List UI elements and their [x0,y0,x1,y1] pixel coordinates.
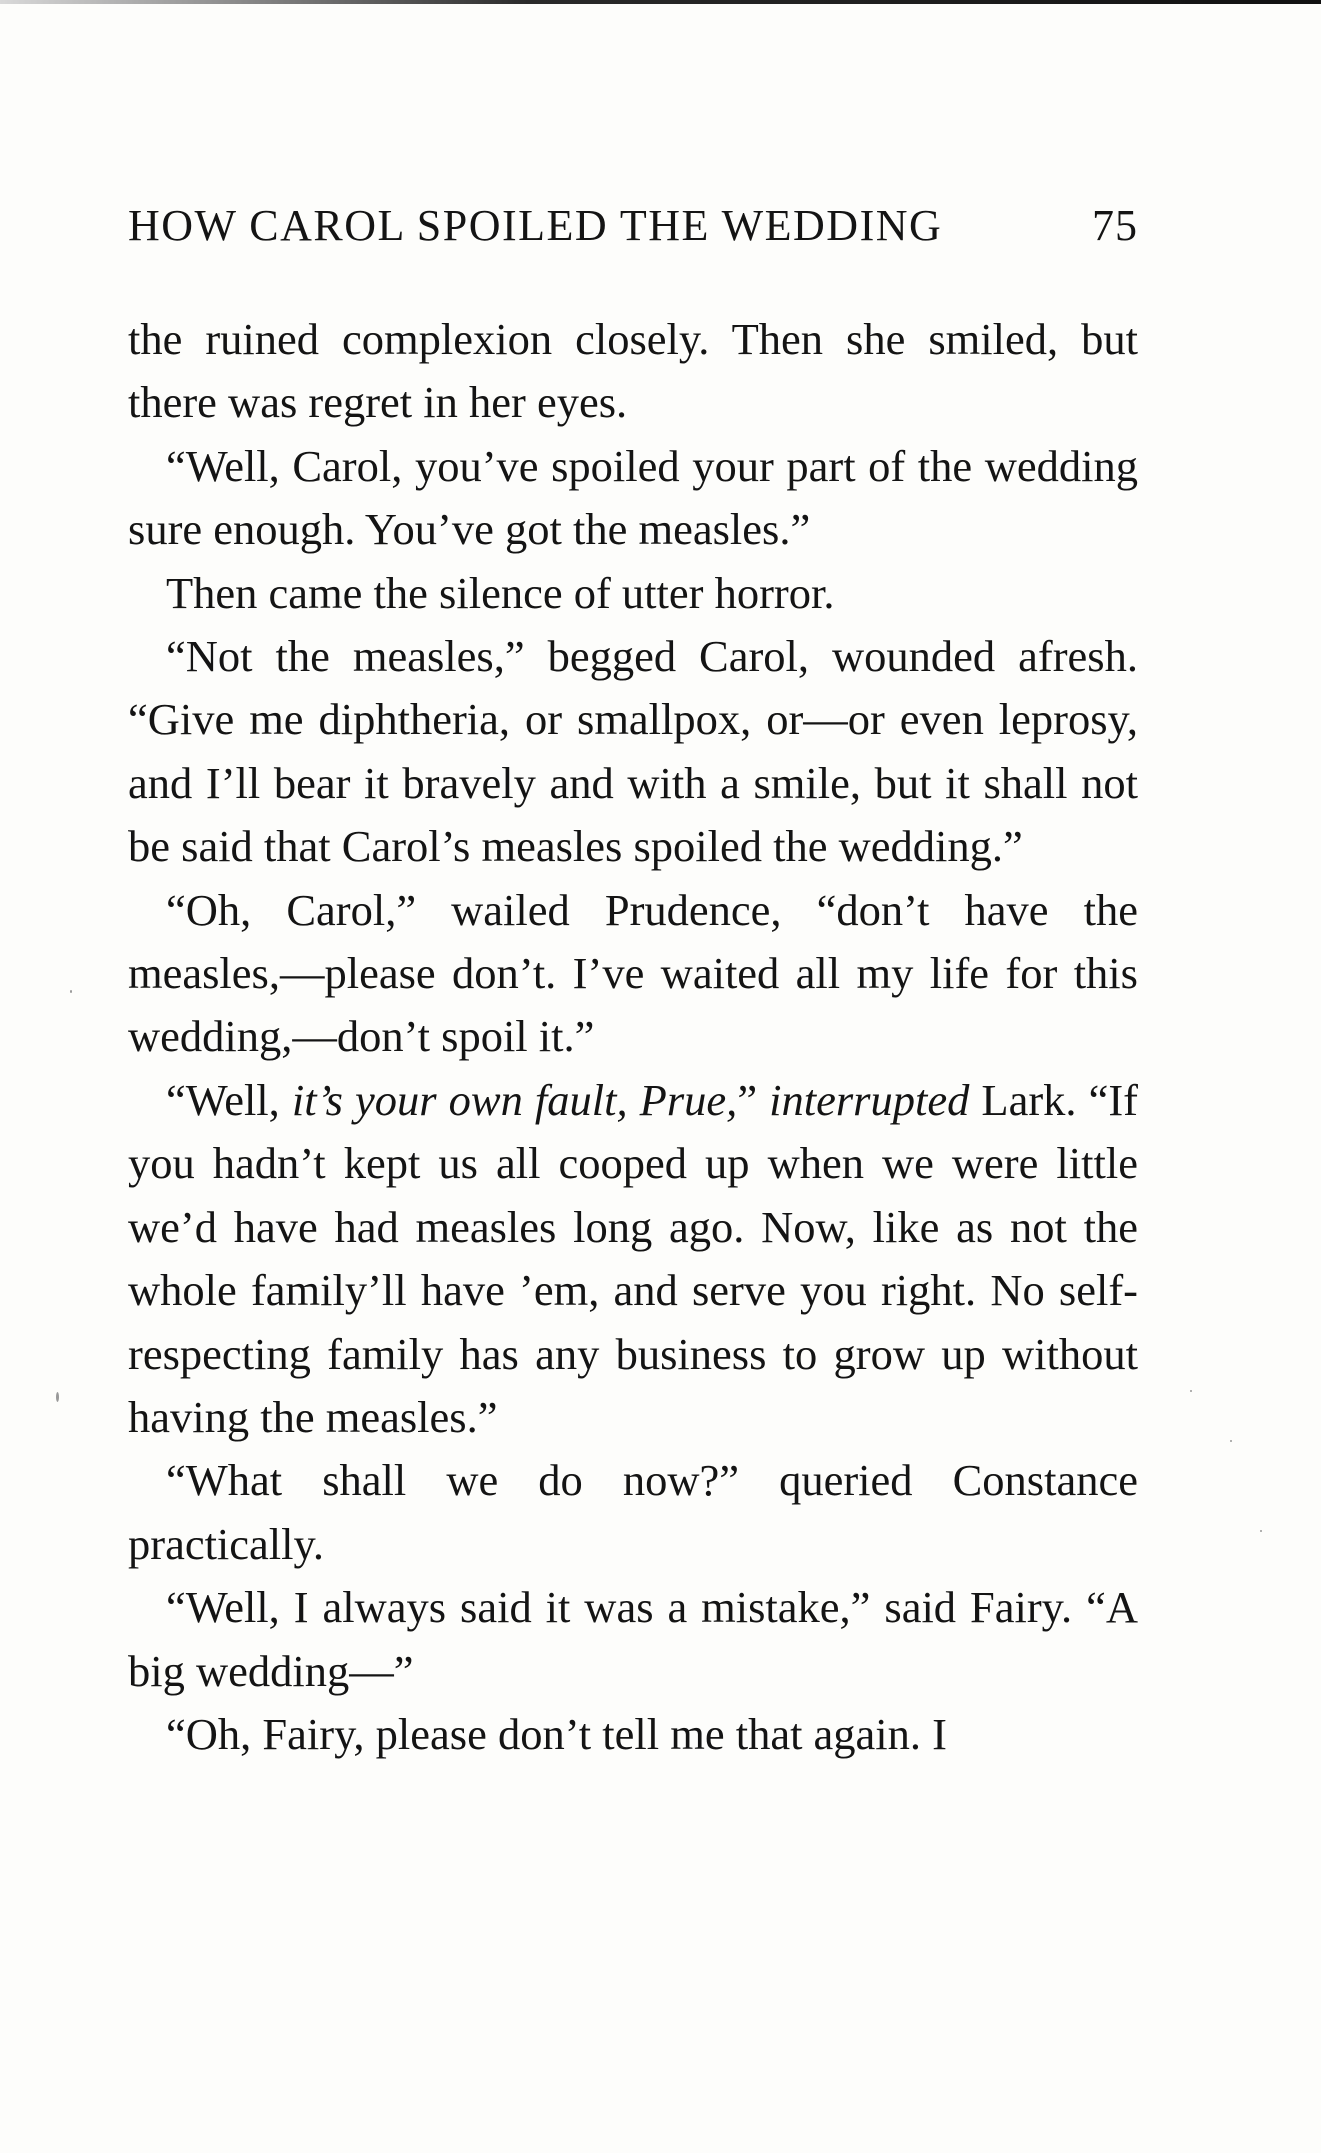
scan-speck [1260,1530,1262,1532]
text-run: “Well, Carol, you’ve spoiled your part of the wedding sure enough. You’ve got the measles.” [128,440,1138,555]
paragraph [128,308,1138,435]
chapter-title: HOW CAROL SPOILED THE WEDDING [128,201,943,250]
scan-speck [56,1392,59,1402]
text-run: ” [737,1074,770,1125]
paragraph [128,1069,1138,1449]
text-run: Then came the silence of utter horror. [166,567,835,618]
scan-speck [70,990,72,993]
paragraph [128,1576,1138,1703]
text-run: the ruined complexion closely. Then she smiled, but there was regret in her eyes. [128,314,1138,428]
body-text [128,308,1138,1766]
italic-text: interrupted [769,1074,970,1125]
text-run: “Oh, Fairy, please don’t tell me that again. I [166,1708,947,1759]
running-header [128,196,1138,256]
text-run: Lark. “If you hadn’t kept us all cooped up when we were little we’d have had measles long ago. Now, like as not the whole family’ll have ’em, and serve you right. No self-respecting family has any business to grow up without having the measles.” [128,1074,1138,1442]
scan-speck [1190,1390,1192,1392]
page-top-edge [0,0,1321,4]
paragraph [128,1449,1138,1576]
paragraph [128,1703,1138,1766]
paragraph [128,625,1138,879]
paragraph [128,879,1138,1069]
book-page [128,196,1138,1766]
text-run: “Oh, Carol,” wailed Prudence, “don’t have the measles,—please don’t. I’ve waited all my life for this wedding,—don’t spoil it.” [128,884,1138,1062]
text-run: “Well, I always said it was a mistake,” said Fairy. “A big wedding—” [128,1582,1138,1696]
text-run: “What shall we do now?” queried Constance practically. [128,1455,1138,1569]
italic-text: it’s your own fault, Prue, [291,1074,738,1125]
text-run: “Not the measles,” begged Carol, wounded afresh. “Give me diphtheria, or smallpox, or—or even leprosy, and I’ll bear it bravely and with a smile, but it shall not be said that Carol’s measles spoiled the wedding.” [128,631,1138,872]
paragraph [128,435,1138,562]
text-run: “Well, [166,1074,292,1125]
paragraph [128,562,1138,625]
page-number: 75 [1092,201,1138,250]
scan-speck [1230,1440,1232,1442]
